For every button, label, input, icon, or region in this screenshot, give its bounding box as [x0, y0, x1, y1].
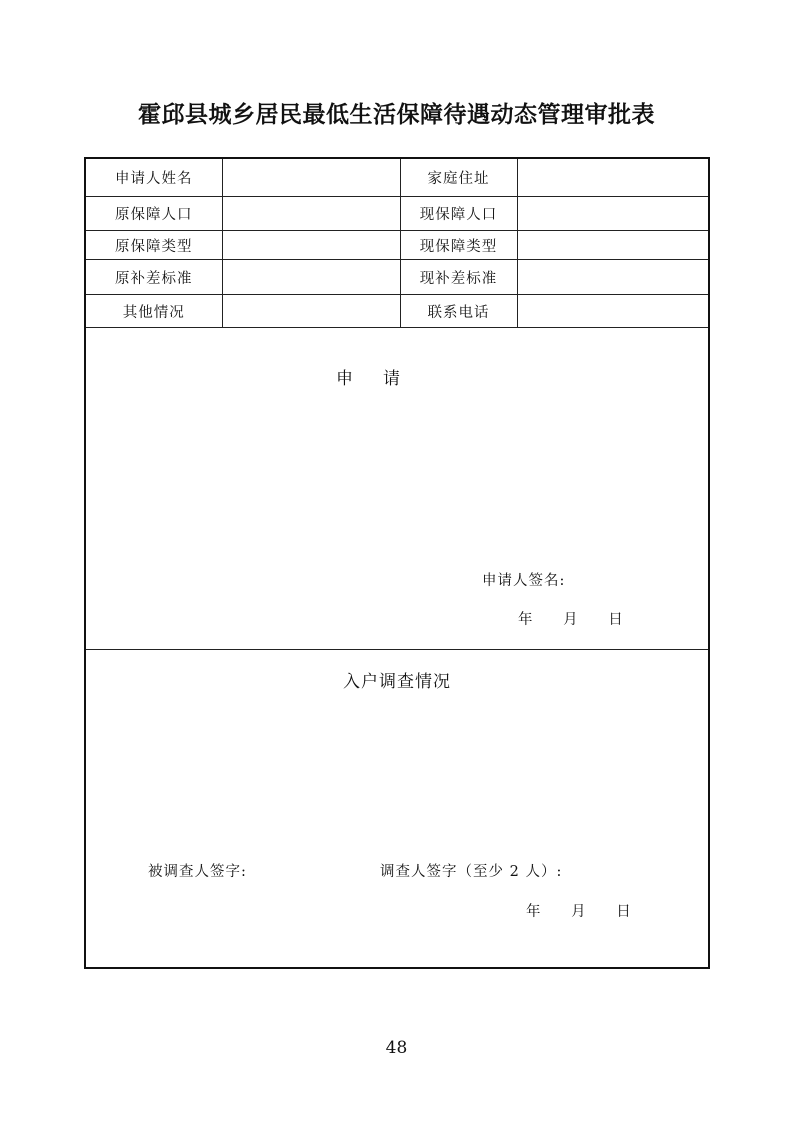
home-address-value[interactable]: [517, 159, 708, 197]
original-type-value[interactable]: [222, 231, 400, 260]
current-standard-value[interactable]: [517, 260, 708, 295]
original-standard-label: 原补差标准: [86, 260, 222, 295]
applicant-info-table: [86, 159, 708, 328]
form-title: 霍邱县城乡居民最低生活保障待遇动态管理审批表: [138, 101, 655, 128]
survey-date-month: 月: [571, 904, 586, 920]
home-survey-heading: 入户调查情况: [343, 672, 451, 692]
phone-label: 联系电话: [400, 295, 517, 328]
other-situation-value[interactable]: [222, 295, 400, 328]
application-date-month: 月: [563, 612, 578, 628]
original-population-label: 原保障人口: [86, 197, 222, 231]
info-row-name-address: [86, 159, 708, 197]
current-population-value[interactable]: [517, 197, 708, 231]
survey-date-year: 年: [526, 904, 541, 920]
home-address-label: 家庭住址: [400, 159, 517, 197]
info-row-other-phone: [86, 295, 708, 328]
application-date-day: 日: [608, 612, 623, 628]
current-standard-label: 现补差标准: [400, 260, 517, 295]
original-standard-value[interactable]: [222, 260, 400, 295]
application-date: [518, 608, 623, 629]
applicant-name-value[interactable]: [222, 159, 400, 197]
approval-form: [84, 157, 710, 969]
home-survey-section[interactable]: [86, 650, 708, 967]
survey-date-day: 日: [616, 904, 631, 920]
original-population-value[interactable]: [222, 197, 400, 231]
info-row-type: [86, 231, 708, 260]
original-type-label: 原保障类型: [86, 231, 222, 260]
applicant-signature-label: 申请人签名:: [482, 573, 566, 589]
investigator-signature-label: 调查人签字（至少 2 人）:: [380, 864, 563, 880]
current-type-label: 现保障类型: [400, 231, 517, 260]
info-row-population: [86, 197, 708, 231]
other-situation-label: 其他情况: [86, 295, 222, 328]
respondent-signature-label: 被调查人签字:: [148, 864, 247, 880]
page-number: 48: [385, 1038, 408, 1058]
phone-value[interactable]: [517, 295, 708, 328]
application-section[interactable]: [86, 328, 708, 650]
applicant-name-label: 申请人姓名: [86, 159, 222, 197]
application-heading: 申请: [336, 369, 430, 389]
info-row-standard: [86, 260, 708, 295]
survey-date: [526, 900, 631, 921]
application-date-year: 年: [518, 612, 533, 628]
current-population-label: 现保障人口: [400, 197, 517, 231]
current-type-value[interactable]: [517, 231, 708, 260]
